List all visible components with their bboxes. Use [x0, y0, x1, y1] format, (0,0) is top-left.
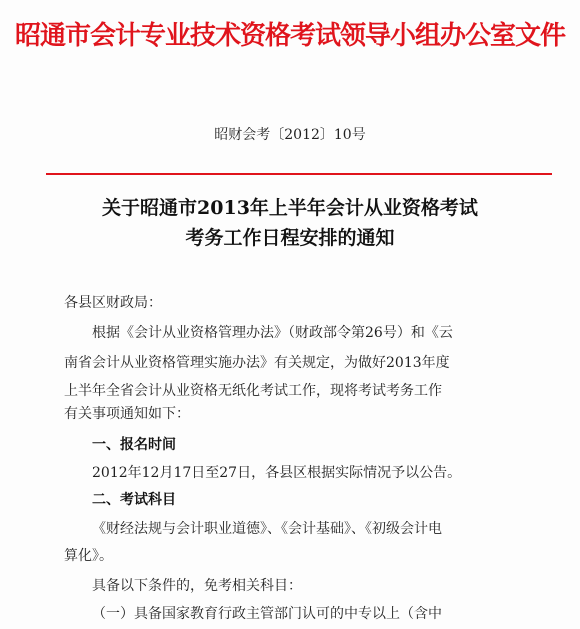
document-header-title: 昭通市会计专业技术资格考试领导小组办公室文件: [14, 21, 565, 51]
intro-line-3: 上半年全省会计从业资格无纸化考试工作，现将考试考务工作: [64, 383, 442, 399]
section-1-heading: 一、报名时间: [92, 437, 176, 453]
section-2-line-1: 《财经法规与会计职业道德》、《会计基础》、《初级会计电: [92, 521, 442, 537]
exemption-intro: 具备以下条件的，免考相关科目：: [92, 578, 302, 594]
salutation: 各县区财政局：: [64, 295, 162, 311]
section-2-line-2: 算化》。: [64, 548, 113, 564]
section-2-heading: 二、考试科目: [92, 492, 176, 508]
section-1-text: 2012年12月17日至27日，各县区根据实际情况予以公告。: [92, 465, 462, 481]
red-divider-line: [46, 173, 552, 175]
exemption-item-1: （一）具备国家教育行政主管部门认可的中专以上（含中: [92, 606, 442, 622]
notice-title-line-1: 关于昭通市2013年上半年会计从业资格考试: [102, 197, 478, 219]
intro-line-4: 有关事项通知如下：: [64, 406, 190, 422]
notice-title-line-2: 考务工作日程安排的通知: [185, 227, 395, 249]
intro-line-1: 根据《会计从业资格管理办法》（财政部令第26号）和《云: [92, 325, 453, 341]
intro-line-2: 南省会计从业资格管理实施办法》有关规定，为做好2013年度: [64, 355, 450, 371]
document-number: 昭财会考〔2012〕10号: [214, 127, 366, 143]
